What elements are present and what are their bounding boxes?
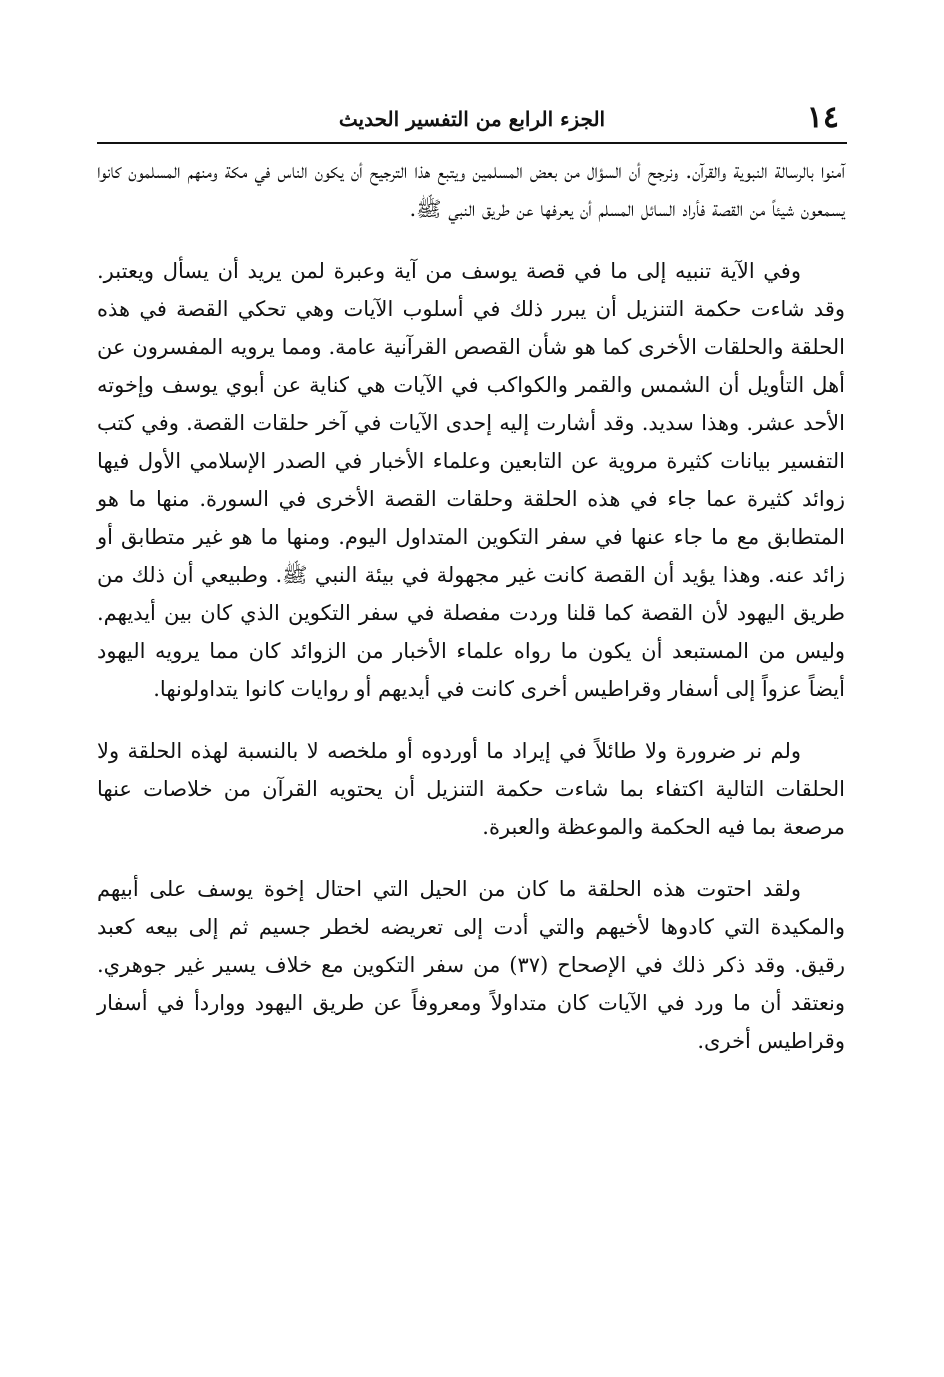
paragraph-2: وفي الآية تنبيه إلى ما في قصة يوسف من آية وعبرة لمن يريد أن يسأل ويعتبر. وقد شاءت حكمة التنزيل أن يبرر ذلك في أسلوب الآيات وهي تحكي القصة في هذه الحلقة والحلقات الأخرى كما هو شأن القصص القرآنية عامة. ومما يرويه المفسرون عن أهل التأويل أن الشمس والقمر والكواكب في الآيات هي كناية عن أبوي يوسف وإخوته الأحد عشر. وهذا سديد. وقد أشارت إليه إحدى الآيات في آخر حلقات القصة. وفي كتب التفسير بيانات كثيرة مروية عن التابعين وعلماء الأخبار في الصدر الإسلامي الأول فيها زوائد كثيرة عما جاء في هذه الحلقة وحلقات القصة الأخرى في السورة. منها ما هو المتطابق مع ما جاء عنها في سفر التكوين المتداول اليوم. ومنها ما هو غير متطابق أو زائد عنه. وهذا يؤيد أن القصة كانت غير مجهولة في بيئة النبي ﷺ. وطبيعي أن ذلك من طريق اليهود لأن القصة كما قلنا وردت مفصلة في سفر التكوين الذي كان بين أيديهم. وليس من المستبعد أن يكون ما رواه علماء الأخبار من الزوائد كان مما يرويه اليهود أيضاً عزواً إلى أسفار وقراطيس أخرى كانت في أيديهم أو روايات كانوا يتداولونها. (97, 259, 845, 701)
page-number: ١٤ (806, 100, 839, 135)
paragraph-4: ولقد احتوت هذه الحلقة ما كان من الحيل التي احتال إخوة يوسف على أبيهم والمكيدة التي كادوها لأخيهم والتي أدت إلى تعريضه لخطر جسيم ثم إلى بيعه كعبد رقيق. وقد ذكر ذلك في الإصحاح (٣٧) من سفر التكوين مع خلاف يسير غير جوهري. ونعتقد أن ما ورد في الآيات كان متداولاً ومعروفاً عن طريق اليهود وواردأ في أسفار وقراطيس أخرى. (97, 877, 846, 1053)
paragraph-1: آمنوا بالرسالة النبوية والقرآن. ونرجح أن السؤال من بعض المسلمين ويتبع هذا الترجيح أن يكون الناس في مكة ومنهم المسلمون كانوا يسمعون شيئاً من القصة فأراد السائل المسلم أن يعرفها عن طريق النبي ﷺ. (97, 159, 845, 221)
running-title: الجزء الرابع من التفسير الحديث (338, 107, 606, 131)
page-header (97, 96, 847, 144)
page-body (97, 152, 845, 1084)
paragraph-3: ولم نر ضرورة ولا طائلاً في إيراد ما أوردوه أو ملخصه لا بالنسبة لهذه الحلقة ولا الحلقات التالية اكتفاء بما شاءت حكمة التنزيل أن يحتويه القرآن من خلاصات عنها مرصعة بما فيه الحكمة والموعظة والعبرة. (97, 739, 845, 839)
